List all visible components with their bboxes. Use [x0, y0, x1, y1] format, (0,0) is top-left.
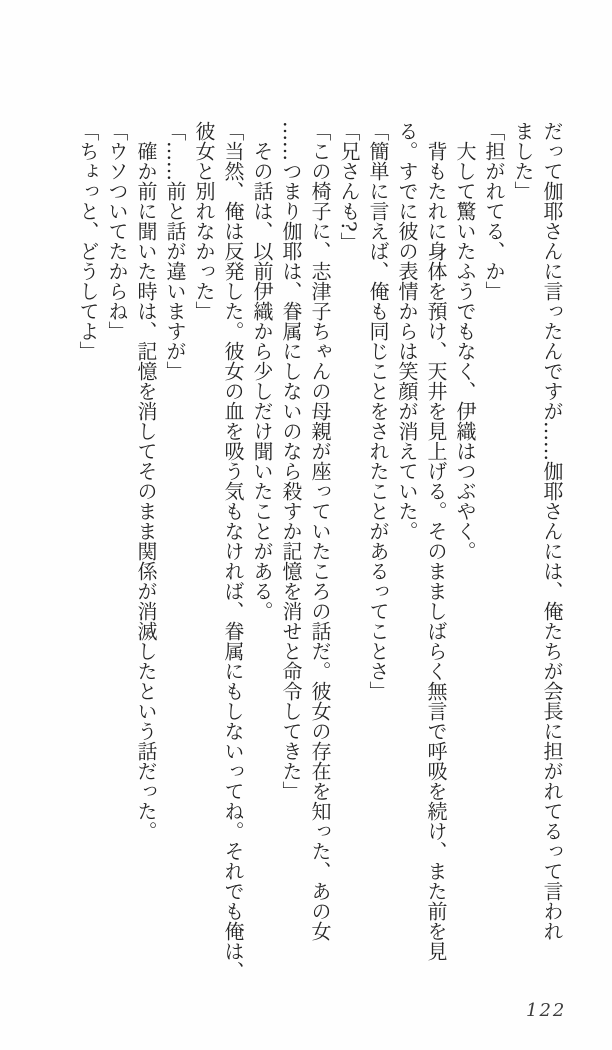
text-line: る。すでに彼の表情からは笑顔が消えていた。 — [395, 121, 419, 541]
text-line: 背もたれに身体を預け、天井を見上げる。そのまましばらく無言で呼吸を続け、また前を見 — [424, 141, 448, 961]
text-line: 「簡単に言えば、俺も同じことをされたことがあるってことさ」 — [366, 121, 390, 701]
text-line: 「ちょっと、どうしてよ」 — [76, 121, 100, 361]
text-line: 「……前と話が違いますが」 — [163, 121, 187, 381]
text-line: 「当然、俺は反発した。彼女の血を吸う気もなければ、眷属にもしないってね。それでも俺は、 — [221, 121, 245, 981]
text-line: 「この椅子に、志津子ちゃんの母親が座っていたころの話だ。彼女の存在を知った、あの女 — [308, 121, 332, 941]
text-block — [73, 121, 566, 993]
text-line: だって伽耶さんに言ったんですが……伽耶さんには、俺たちが会長に担がれてるって言われ — [540, 121, 564, 941]
page-number: 122 — [526, 1000, 567, 1021]
text-line: ……つまり伽耶は、眷属にしないのなら殺すか記憶を消せと命令してきた」 — [279, 121, 303, 801]
text-line: 彼女と別れなかった」 — [192, 121, 216, 321]
text-line: 「担がれてる、か」 — [482, 121, 506, 301]
text-line: 大して驚いたふうでもなく、伊織はつぶやく。 — [453, 141, 477, 561]
text-line: 「兄さんも?」 — [337, 121, 361, 252]
text-line: ました」 — [511, 121, 535, 201]
text-line: 確か前に聞いた時は、記憶を消してそのまま関係が消滅したという話だった。 — [134, 141, 158, 841]
text-line: 「ウソついてたからね」 — [105, 121, 129, 341]
text-line: その話は、以前伊織から少しだけ聞いたことがある。 — [250, 141, 274, 621]
